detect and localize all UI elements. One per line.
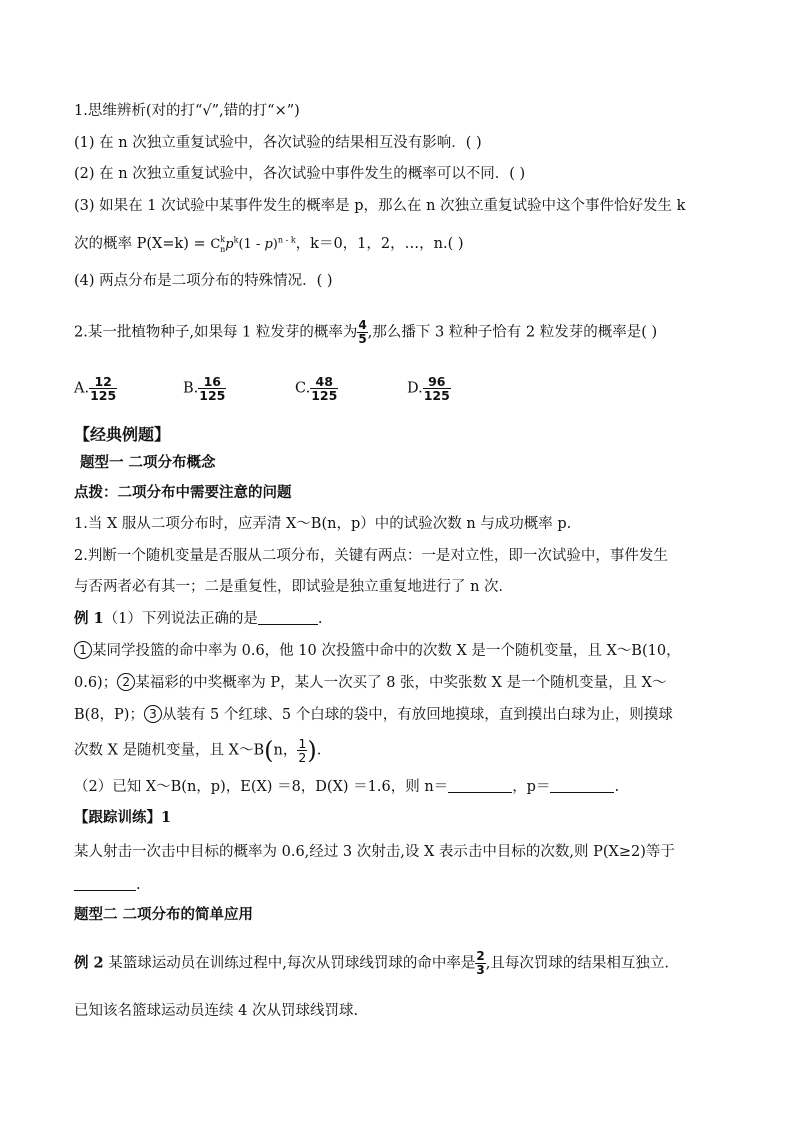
option-label: D.	[407, 380, 423, 397]
example-1-question: （1）下列说法正确的是	[103, 611, 258, 627]
q1-title: 1.思维辨析(对的打“√”,错的打“×”)	[74, 103, 300, 119]
binomial-formula: $C^k_np^k(1 - p)^{n - k}$	[210, 235, 296, 254]
follow-up-text: 某人射击一次击中目标的概率为 0.6,经过 3 次射击,设 X 表示击中目标的次数,则 P(X≥2)等于	[74, 844, 675, 860]
q2-stem	[74, 319, 657, 346]
example-1-line2: 0.6)； 2 某福彩的中奖概率为 P，某人一次买了 8 张，中奖张数 X 是一个随机变量，且 X～	[74, 675, 667, 691]
type1-title: 题型一 二项分布概念	[80, 454, 216, 471]
q1-item-4: (4) 两点分布是二项分布的特殊情况．( )	[74, 273, 333, 289]
q2-prob-den: 5	[358, 332, 367, 346]
circle-number-2: 2	[117, 673, 135, 691]
follow-up-title: 【跟踪训练】1	[74, 809, 172, 826]
example-2-line1: 例 2 某篮球运动员在训练过程中,每次从罚球线罚球的命中率是 $\frac{2}{3}$ ,且每次罚球的结果相互独立.	[74, 949, 669, 977]
q1-item-3-suffix: ，k＝0，1，2，…，n.( )	[295, 236, 464, 252]
answer-blank-p[interactable]	[550, 778, 614, 793]
example-2-line2: 已知该名篮球运动员连续 4 次从罚球线罚球.	[74, 1003, 359, 1019]
section-heading-examples: 【经典例题】	[74, 425, 171, 444]
q2-option-b[interactable]	[183, 375, 226, 402]
follow-up-blank-line: .	[74, 875, 141, 895]
circle-number-1: 1	[74, 641, 92, 659]
tip-title: 点拨：二项分布中需要注意的问题	[74, 484, 292, 501]
example-1-part2: （2）已知 X～B(n，p)，E(X) ＝8，D(X) ＝1.6，则 n＝ ，p＝ .	[74, 779, 620, 795]
q2-option-c[interactable]	[295, 375, 338, 402]
example-2-fraction: $\frac{2}{3}$	[476, 949, 485, 977]
answer-blank[interactable]	[258, 610, 318, 625]
right-paren: )	[307, 736, 317, 765]
q2-prob-num: 4	[358, 318, 367, 332]
example-1-line4: 次数 X 是随机变量，且 X～B(n， $\frac{1}{2}$ ).	[74, 736, 322, 765]
option-label: B.	[183, 380, 199, 397]
q2-prob-fraction	[357, 319, 367, 346]
tip-1: 1.当 X 服从二项分布时，应弄清 X～B(n，p）中的试验次数 n 与成功概率 p.	[74, 516, 572, 532]
option-fraction: $\frac{16}{125}$	[199, 374, 226, 403]
q2-option-d[interactable]	[407, 375, 451, 402]
q2-text-post: ,那么播下 3 粒种子恰有 2 粒发芽的概率是( )	[367, 324, 658, 341]
option-label: A.	[74, 380, 90, 397]
q1-item-3-prefix: 次的概率 P(X=k) =	[74, 236, 211, 252]
answer-blank[interactable]	[74, 876, 136, 891]
half-fraction: $\frac{1}{2}$	[298, 736, 307, 765]
q1-item-1: (1) 在 n 次独立重复试验中，各次试验的结果相互没有影响．( )	[74, 135, 482, 151]
example-1-line3: B(8，P)； 3 从装有 5 个红球、5 个白球的袋中，有放回地摸球，直到摸出白球为止，则摸球	[74, 707, 673, 723]
example-2-label: 例 2	[74, 954, 104, 972]
tip-2-line1: 2.判断一个随机变量是否服从二项分布，关键有两点：一是对立性，即一次试验中，事件发生	[74, 548, 668, 564]
option-fraction: $\frac{96}{125}$	[423, 374, 450, 403]
answer-blank-n[interactable]	[448, 778, 512, 793]
q1-item-3-line1: (3) 如果在 1 次试验中某事件发生的概率是 p，那么在 n 次独立重复试验中这个事件恰好发生 k	[74, 198, 686, 214]
circle-number-3: 3	[144, 705, 162, 723]
option-fraction: $\frac{48}{125}$	[311, 374, 338, 403]
q2-option-a[interactable]	[74, 375, 117, 402]
example-1-line1: 1 某同学投篮的命中率为 0.6，他 10 次投篮中命中的次数 X 是一个随机变量，且 X～B(10，	[74, 641, 681, 661]
left-paren: (	[264, 736, 274, 765]
tip-2-line2: 与否两者必有其一；二是重复性，即试验是独立重复地进行了 n 次．	[74, 579, 514, 595]
example-1-label: 例 1	[74, 610, 104, 627]
q1-item-2: (2) 在 n 次独立重复试验中，各次试验中事件发生的概率可以不同．( )	[74, 166, 526, 182]
type2-title: 题型二 二项分布的简单应用	[74, 906, 254, 923]
option-label: C.	[295, 380, 311, 397]
option-fraction: $\frac{12}{125}$	[90, 374, 117, 403]
q2-text-pre: 2.某一批植物种子,如果每 1 粒发芽的概率为	[74, 324, 358, 341]
example-1-part1: 例 1（1）下列说法正确的是 .	[74, 610, 323, 627]
q1-item-3-line2	[74, 230, 464, 260]
